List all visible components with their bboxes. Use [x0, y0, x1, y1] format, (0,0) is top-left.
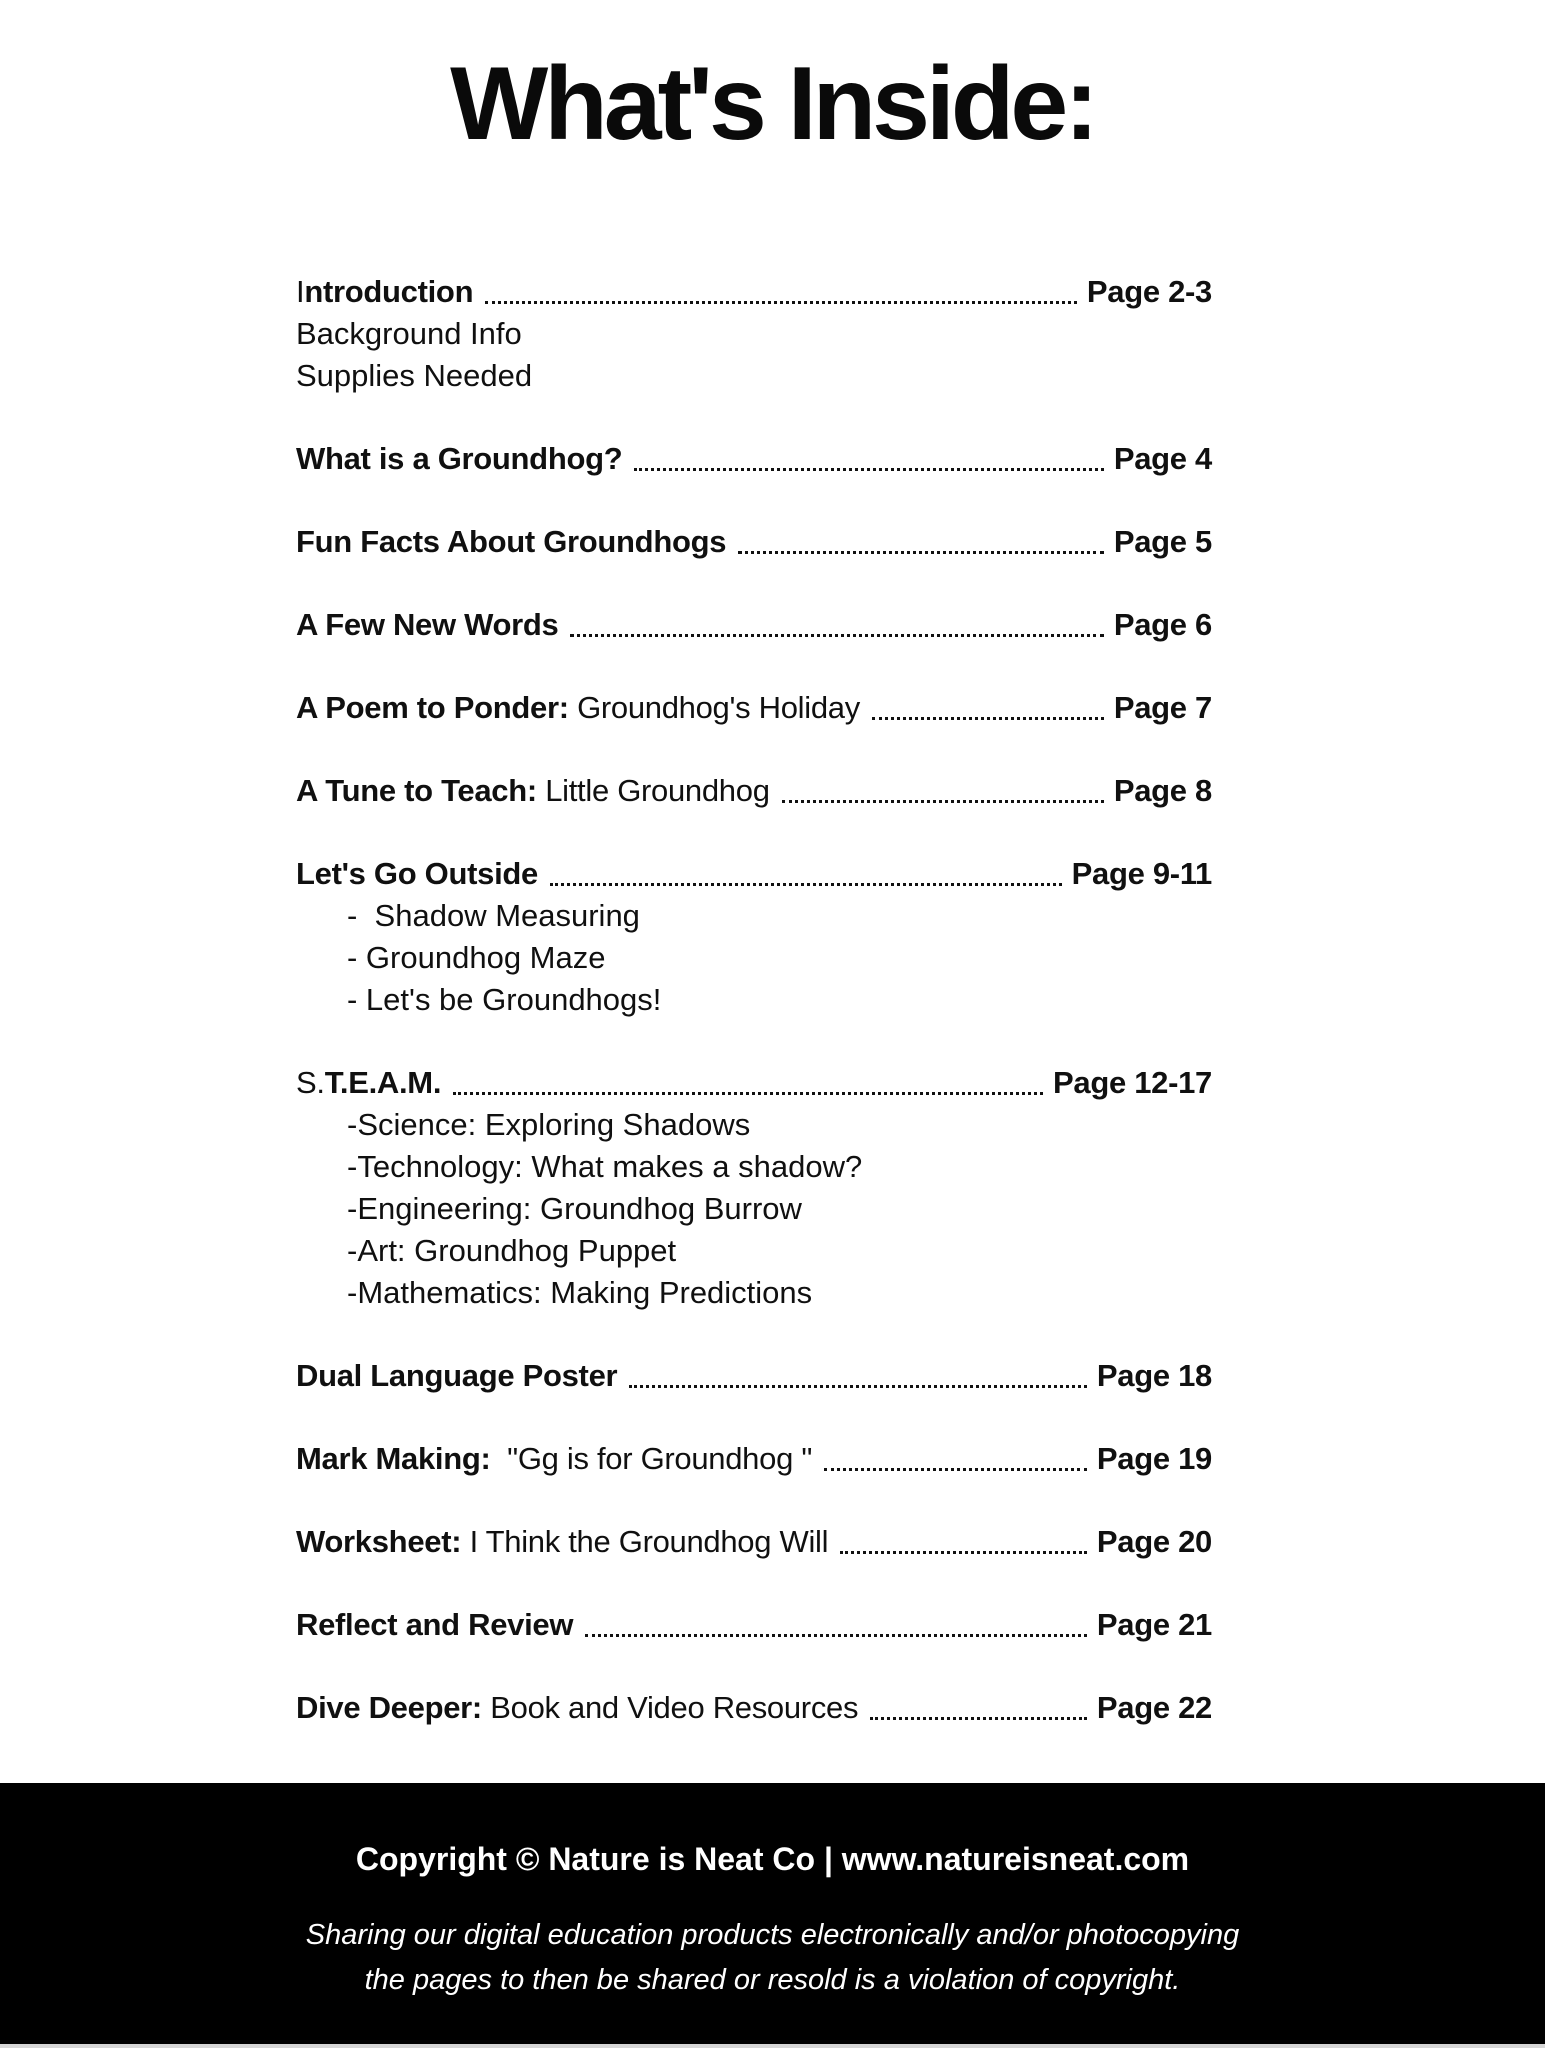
dotted-leader — [738, 551, 1104, 554]
toc-entry-subitem: - Shadow Measuring — [347, 898, 640, 933]
toc-entry-row — [296, 1065, 1212, 1101]
toc-entry — [296, 441, 1212, 477]
toc-entry-page: Page 4 — [1113, 441, 1212, 476]
toc-entry-page: Page 21 — [1096, 1607, 1212, 1642]
toc-entry-label — [296, 1690, 858, 1726]
copyright-notice-line1: Sharing our digital education products electronically and/or photocopying — [305, 1919, 1240, 1951]
toc-entry-subitem: -Art: Groundhog Puppet — [347, 1233, 677, 1268]
toc-entry-page: Page 2-3 — [1086, 274, 1212, 309]
toc-entry-subitem: - Groundhog Maze — [347, 940, 606, 975]
toc-entry-label-bold: Worksheet: — [296, 1524, 462, 1559]
toc-entry — [296, 856, 1212, 1018]
toc-entry — [296, 1524, 1212, 1560]
toc-entry-row — [296, 1607, 1212, 1643]
toc-entry-label — [296, 1358, 617, 1394]
toc-entry-row — [296, 1690, 1212, 1726]
toc-entry-row — [296, 524, 1212, 560]
toc-entry-label — [296, 524, 726, 560]
dotted-leader — [629, 1385, 1087, 1388]
toc-entry-label-bold: A Tune to Teach: — [296, 773, 537, 808]
toc-entry-page: Page 8 — [1113, 773, 1212, 808]
toc-entry-row — [296, 690, 1212, 726]
toc-entry — [296, 607, 1212, 643]
toc-entry — [296, 1441, 1212, 1477]
toc-entry — [296, 690, 1212, 726]
toc-entry-row — [296, 607, 1212, 643]
toc-entry-row — [296, 1358, 1212, 1394]
toc-entry-label-bold: Let's Go Outside — [296, 856, 538, 891]
toc-entry-subitem: -Mathematics: Making Predictions — [347, 1275, 813, 1310]
toc-entry-label-bold: A Poem to Ponder: — [296, 690, 569, 725]
toc-entry-page: Page 19 — [1096, 1441, 1212, 1476]
toc-entry-label — [296, 1441, 812, 1477]
toc-entry-label — [296, 856, 538, 892]
dotted-leader — [824, 1468, 1087, 1471]
toc-entry-label-bold: Fun Facts About Groundhogs — [296, 524, 727, 559]
toc-entry-row — [296, 1524, 1212, 1560]
toc-entry-label-lead: I — [296, 274, 305, 309]
toc-entry-label — [296, 690, 860, 726]
copyright-text: Copyright © Nature is Neat Co | www.natureisneat.com — [355, 1841, 1190, 1877]
table-of-contents — [296, 274, 1212, 1726]
toc-entry-row — [296, 856, 1212, 892]
toc-entry — [296, 1690, 1212, 1726]
copyright-notice-line2: the pages to then be shared or resold is a violation of copyright. — [364, 1964, 1181, 1996]
toc-entry-page: Page 12-17 — [1053, 1065, 1212, 1100]
toc-entry-page: Page 22 — [1096, 1690, 1212, 1725]
toc-entry — [296, 773, 1212, 809]
toc-entry-label — [296, 607, 558, 643]
toc-entry — [296, 274, 1212, 394]
toc-entry-page: Page 18 — [1096, 1358, 1212, 1393]
toc-entry-label — [296, 1607, 573, 1643]
dotted-leader — [782, 800, 1104, 803]
dotted-leader — [485, 301, 1077, 304]
page-title: What's Inside: — [450, 46, 1095, 162]
toc-entry-label — [296, 1524, 828, 1560]
toc-entry-label-subtitle: Little Groundhog — [536, 773, 770, 808]
toc-entry — [296, 1607, 1212, 1643]
toc-entry-label-bold: Dual Language Poster — [296, 1358, 618, 1393]
toc-entry-label-bold: Dive Deeper: — [296, 1690, 482, 1725]
dotted-leader — [585, 1634, 1087, 1637]
toc-entry-label-bold: A Few New Words — [296, 607, 559, 642]
toc-entry — [296, 1065, 1212, 1311]
toc-entry-label — [296, 441, 622, 477]
toc-entry-label-subtitle: I Think the Groundhog Will — [461, 1524, 829, 1559]
toc-entry-plain-line: Background Info — [296, 316, 522, 351]
toc-entry-label-bold: ntroduction — [304, 274, 474, 309]
toc-entry-subitem: - Let's be Groundhogs! — [347, 982, 662, 1017]
toc-entry-label-subtitle: "Gg is for Groundhog " — [490, 1441, 813, 1476]
toc-entry-label — [296, 773, 770, 809]
dotted-leader — [634, 468, 1103, 471]
toc-entry-label-bold: Reflect and Review — [296, 1607, 574, 1642]
toc-entry — [296, 1358, 1212, 1394]
dotted-leader — [872, 717, 1104, 720]
toc-entry-label-subtitle: Groundhog's Holiday — [568, 690, 860, 725]
toc-entry-page: Page 6 — [1113, 607, 1212, 642]
toc-entry-plain-line: Supplies Needed — [296, 358, 533, 393]
toc-entry-label — [296, 1065, 441, 1101]
toc-entry-row — [296, 1441, 1212, 1477]
copyright-notice — [0, 1913, 1545, 2003]
toc-entry-subitem: -Engineering: Groundhog Burrow — [347, 1191, 802, 1226]
dotted-leader — [570, 634, 1103, 637]
toc-entry-row — [296, 274, 1212, 310]
toc-entry-page: Page 5 — [1113, 524, 1212, 559]
dotted-leader — [840, 1551, 1087, 1554]
toc-entry-label-bold: T.E.A.M. — [324, 1065, 442, 1100]
footer-bar — [0, 1783, 1545, 2048]
toc-entry-label-bold: Mark Making: — [296, 1441, 491, 1476]
toc-entry-label-subtitle: Book and Video Resources — [481, 1690, 859, 1725]
toc-entry — [296, 524, 1212, 560]
dotted-leader — [870, 1717, 1087, 1720]
toc-entry-page: Page 20 — [1096, 1524, 1212, 1559]
toc-entry-label-bold: What is a Groundhog? — [296, 441, 623, 476]
toc-entry-page: Page 7 — [1113, 690, 1212, 725]
toc-entry-label-lead: S. — [296, 1065, 325, 1100]
dotted-leader — [453, 1092, 1043, 1095]
toc-entry-subitem: -Technology: What makes a shadow? — [347, 1149, 863, 1184]
toc-entry-label — [296, 274, 473, 310]
dotted-leader — [550, 883, 1062, 886]
toc-entry-row — [296, 441, 1212, 477]
toc-entry-page: Page 9-11 — [1071, 856, 1212, 891]
toc-entry-row — [296, 773, 1212, 809]
toc-entry-subitem: -Science: Exploring Shadows — [347, 1107, 751, 1142]
